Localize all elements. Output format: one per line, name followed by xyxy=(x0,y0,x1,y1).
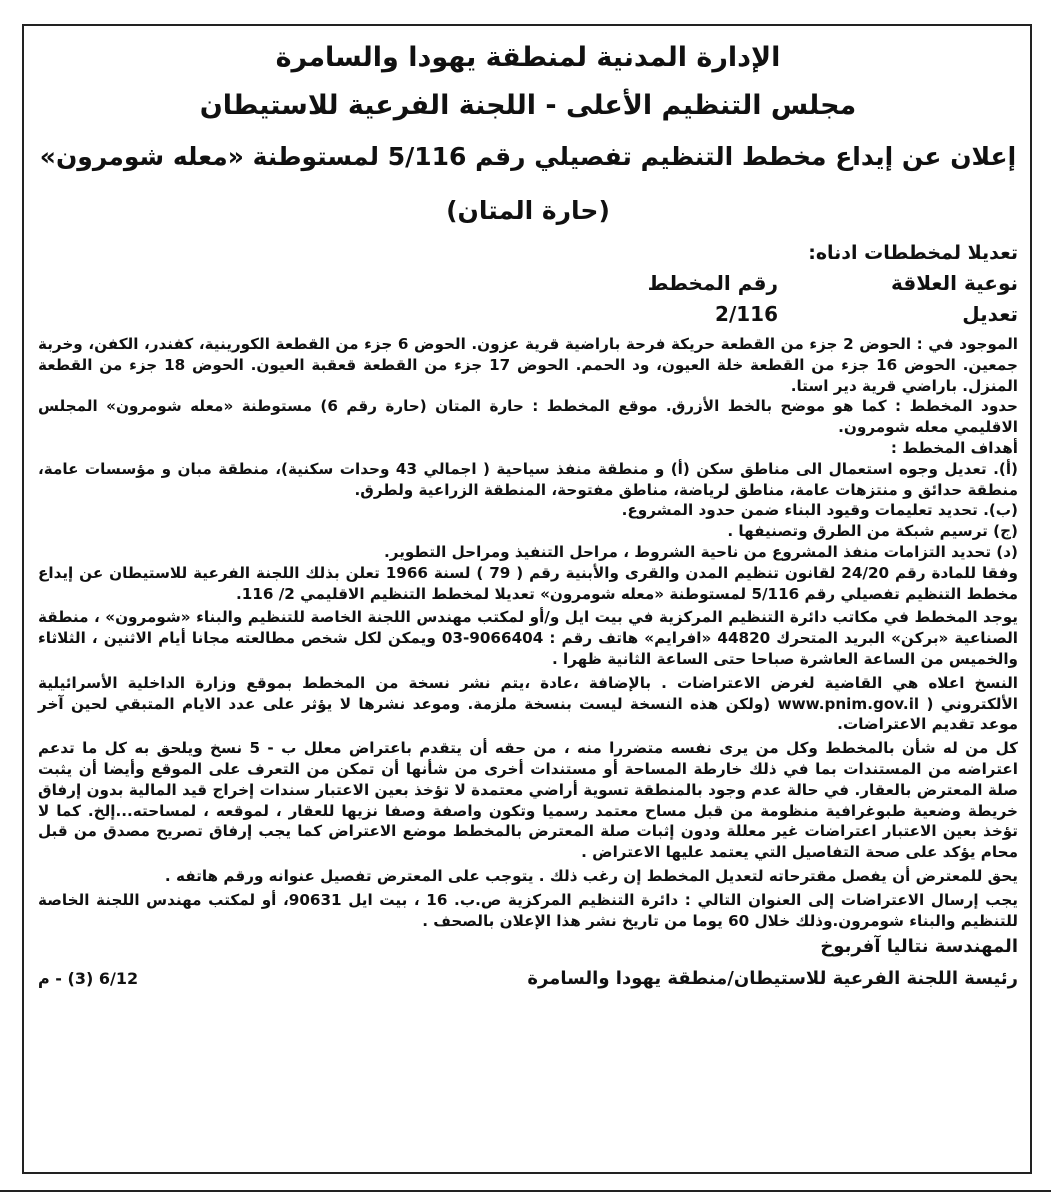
plan-number-header: رقم المخطط xyxy=(647,271,778,295)
signatory-name: المهندسة نتاليا آفربوخ xyxy=(820,936,1018,958)
boundaries-paragraph: حدود المخطط : كما هو موضح بالخط الأزرق. موقع المخطط : حارة المتان (حارة رقم 6) مستوطنة «معله شومرون» المجلس الاقليمي معله شومرون. xyxy=(38,397,1018,437)
objection-rights-paragraph: كل من له شأن بالمخطط وكل من يرى نفسه متضررا منه ، من حقه أن يتقدم باعتراض معلل ب - 5 نسخ ويلحق به كل ما تدعم اعتراضه من المستندات بما في ذلك خارطة المساحة أو مستندات أخرى من شأنها أن تمكن من التعرف على الموقع وأيضا أن يثبت صلة المعترض بالعقار. في حالة عدم وجود بالمنطقة تسوية أراضي معتمدة لا تؤخذ بعين الاعتبار سندات إخراج قيد المالية بدون إرفاق خريطة وضعية طبوغرافية منظومة من قبل مساح معتمد رسميا وتكون واصفة وصفا نزيها للعقار ، لموقعه ، لمساحته...إلخ. كما لا تؤخذ بعين الاعتبار اعتراضات غير معللة ودون إثبات صلة المعترض بالمخطط موضع الاعتراض كما يجب إرفاق تصريح مصدق من قبل محام يؤكد على صحة التفاصيل التي يعتمد عليها الاعتراض . xyxy=(38,739,1018,862)
signatory-title: رئيسة اللجنة الفرعية للاستيطان/منطقة يهودا والسامرة xyxy=(527,968,1018,990)
goals-heading: أهداف المخطط : xyxy=(890,438,1018,457)
goal-a: (أ). تعديل وجوه استعمال الى مناطق سكن (أ) و منطقة منفذ سياحية ( اجمالي 43 وحدات سكنية)، منطقة مبان و مؤسسات عامة، منطقة حدائق و منتزهات عامة، مناطق لرياضة، مناطق مفتوحة، المنطقة الزراعية ولطرق. xyxy=(38,459,1018,499)
relation-table xyxy=(458,268,1018,334)
plan-number-value: 2/116 xyxy=(715,302,778,326)
council-title: مجلس التنظيم الأعلى - اللجنة الفرعية للاستيطان xyxy=(199,90,857,121)
relation-header: نوعية العلاقة xyxy=(890,271,1018,295)
submission-address-paragraph: يجب إرسال الاعتراضات إلى العنوان التالي : دائرة التنظيم المركزية ص.ب. 16 ، بيت ايل 90631، أو لمكتب مهندس اللجنة الخاصة للتنظيم والبناء شومرون.وذلك خلال 60 يوما من تاريخ نشر هذا الإعلان بالصحف . xyxy=(38,890,1018,930)
amendment-subtitle: تعديلا لمخططات ادناه: xyxy=(808,242,1018,264)
goal-c: (ج) ترسيم شبكة من الطرق وتصنيفها . xyxy=(727,522,1018,541)
authority-title: الإدارة المدنية لمنطقة يهودا والسامرة xyxy=(275,42,781,73)
plan-number-column xyxy=(578,268,778,330)
signature-footer xyxy=(38,962,1018,995)
announcement-content xyxy=(38,34,1018,995)
page-bottom-rule xyxy=(0,1190,1051,1192)
publication-code: 6/12 (3) - م xyxy=(38,969,139,989)
relation-value: تعديل xyxy=(962,302,1018,326)
relation-column xyxy=(858,268,1018,330)
location-paragraph: الموجود في : الحوض 2 جزء من القطعة حريكة فرحة باراضية قرية عزون. الحوض 6 جزء من القطعة الكورينية، كفندر، الكفن، وخربة جمعين. الحوض 16 جزء من القطعة خلة العيون، ود الحمم. الحوض 17 جزء من القطعة قعقبة العيون. الحوض 18 جزء من القطعة المنزل. باراضي قرية دير استا. xyxy=(38,335,1018,395)
goal-d: (د) تحديد التزامات منفذ المشروع من ناحية الشروط ، مراحل التنفيذ ومراحل التطوير. xyxy=(383,542,1018,561)
goal-b: (ب). تحديد تعليمات وقيود البناء ضمن حدود المشروع. xyxy=(621,501,1018,520)
viewing-location-paragraph: يوجد المخطط في مكاتب دائرة التنظيم المركزية في بيت ايل و/أو لمكتب مهندس اللجنة الخاصة للتنظيم والبناء «شومرون» ، منطقة الصناعية «بركن» البريد المتحرك 44820 «افرايم» هاتف رقم : 9066404-03 ويمكن لكل شخص مطالعته مجانا أيام الاثنين ، الثلاثاء والخميس من الساعة العاشرة صباحا حتى الساعة الثانية ظهرا . xyxy=(38,608,1018,668)
announcement-headline: إعلان عن إيداع مخطط التنظيم تفصيلي رقم 5/116 لمستوطنة «معله شومرون» (حارة المتان) xyxy=(39,142,1017,225)
website-notice-paragraph: النسخ اعلاه هي القاضية لغرض الاعتراضات . بالإضافة ،عادة ،يتم نشر نسخة من المخطط بموقع وزارة الداخلية الأسرائيلية الألكتروني ( www.pnim.gov.il (ولكن هذه النسخة ليست بنسخة ملزمة. وموعد نشرها لا يؤثر على عدد الايام المتبقي لحين آخر موعد تقديم الاعتراضات. xyxy=(38,673,1018,734)
proposal-paragraph: يحق للمعترض أن يفصل مقترحاته لتعديل المخطط إن رغب ذلك . يتوجب على المعترض تفصيل عنوانه ورقم هاتفه . xyxy=(164,866,1018,885)
legal-basis-paragraph: وفقا للمادة رقم 24/20 لقانون تنظيم المدن والقرى والأبنية رقم ( 79 ) لسنة 1966 تعلن بذلك اللجنة الفرعية للاستيطان عن إيداع مخطط التنظيم تفصيلي رقم 5/116 لمستوطنة «معله شومرون» تعديلا لمخطط التنظيم الاقليمي 2/ 116. xyxy=(38,563,1018,603)
